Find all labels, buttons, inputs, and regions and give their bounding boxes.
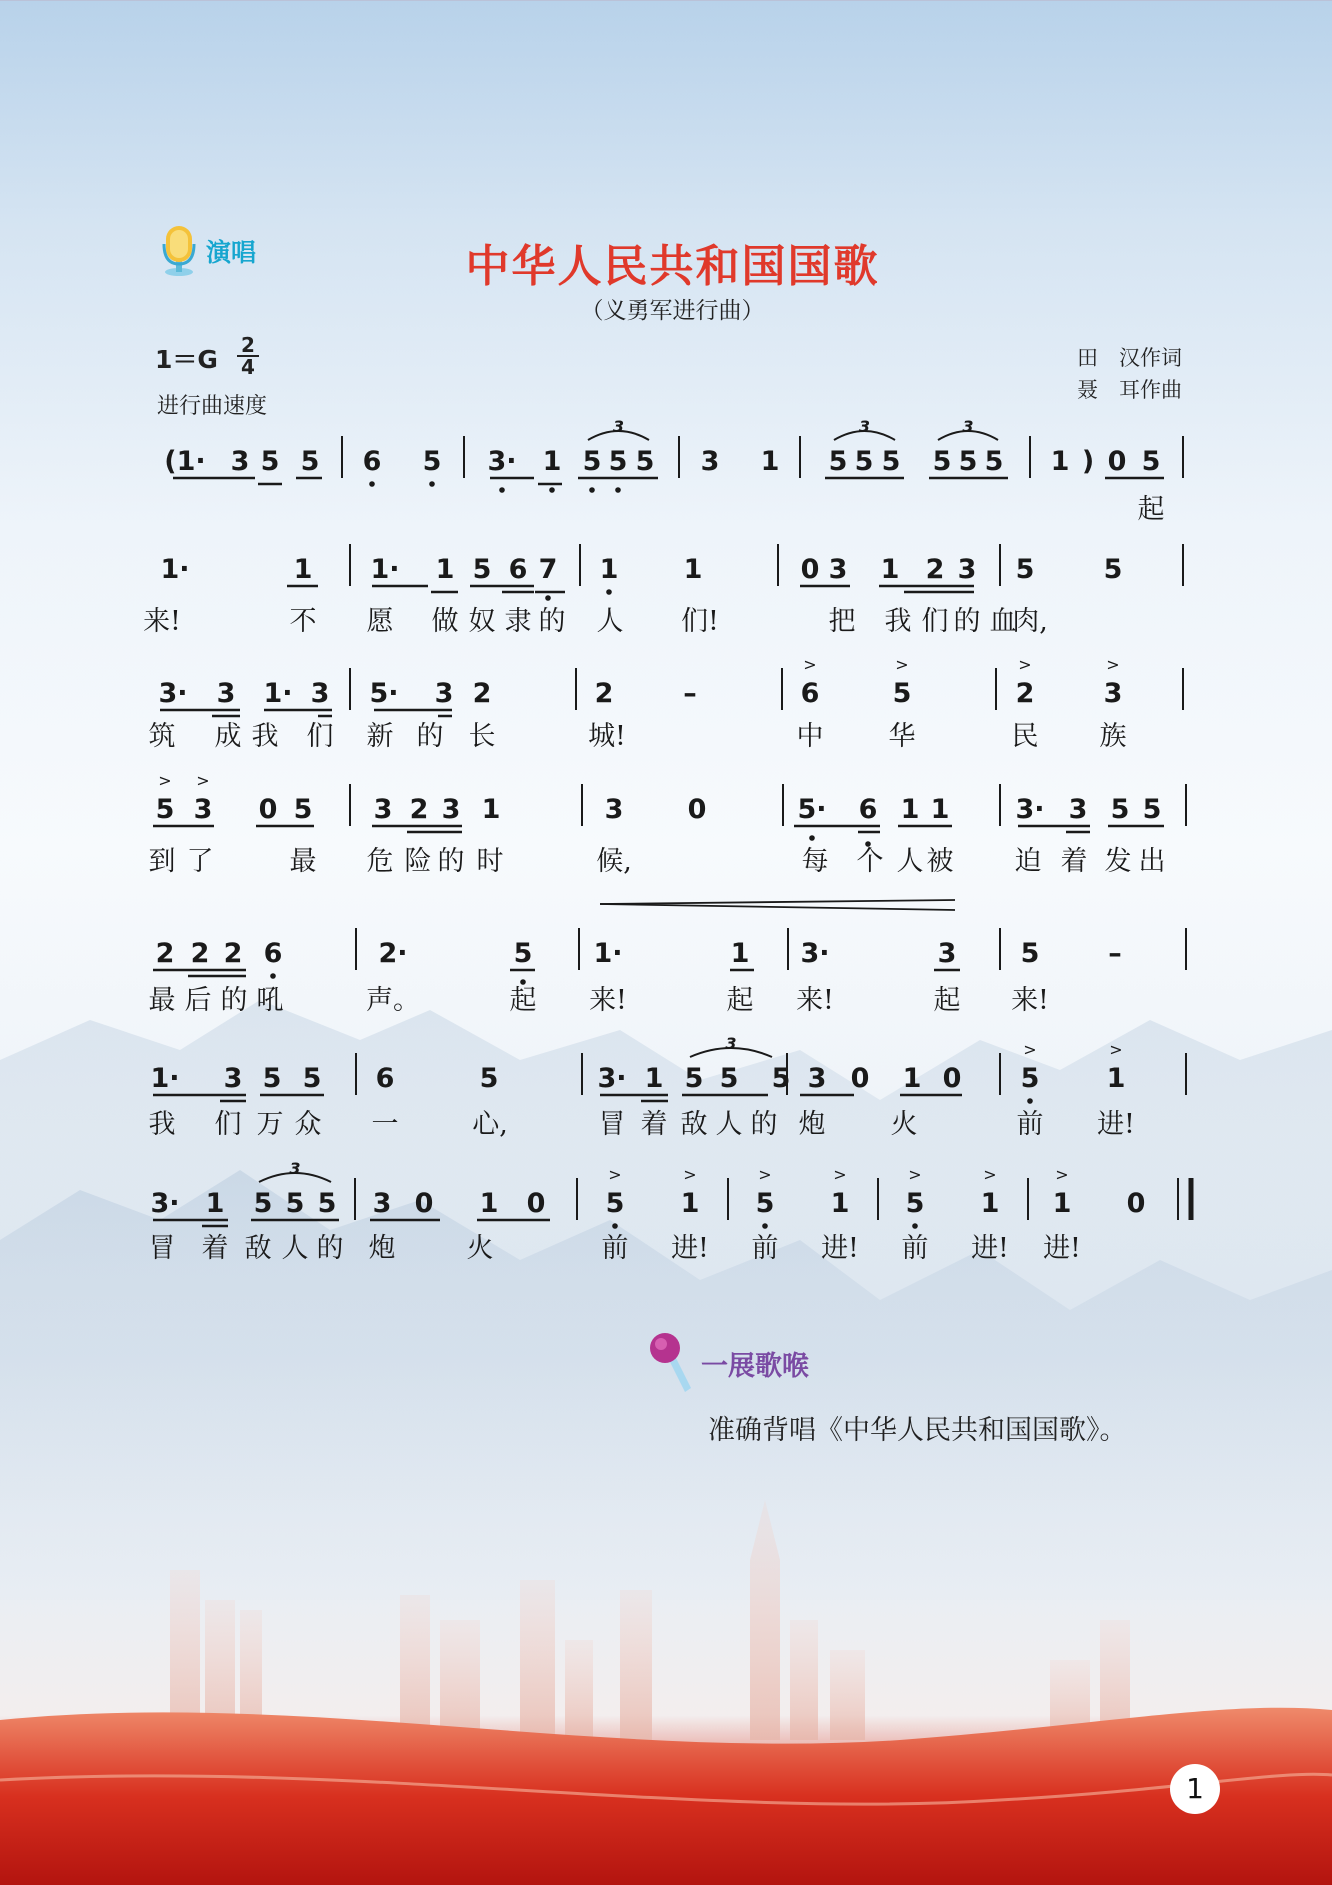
octave-dot-below [589,487,595,493]
note: 2 [223,938,243,969]
time-signature-bottom: 4 [241,355,255,379]
lyric-syllable: 不 [289,606,317,637]
note: – [1108,938,1122,969]
octave-dot-below [809,835,815,841]
lyric-syllable: 人 [715,1109,743,1140]
note: 3 [223,1063,243,1094]
lyric-syllable: 了 [186,846,214,877]
accent-mark: > [196,771,210,790]
lyric-syllable: 冒 [148,1233,176,1264]
note: 3· [1015,794,1045,825]
lyric-syllable: 中 [796,721,824,752]
page-subtitle: （义勇军进行曲） [580,298,765,324]
lyric-syllable: 起 [933,985,961,1016]
lyric-syllable: 们 [214,1109,242,1140]
note: 6 [362,446,382,477]
lyric-syllable: 我 [884,606,912,637]
lyric-syllable: 民 [1011,721,1039,752]
practice-heading-text: 一展歌喉 [701,1350,809,1382]
lyric-syllable: 进! [1043,1233,1081,1264]
lyric-syllable: 炮 [368,1233,396,1264]
note: 1 [293,554,313,585]
note: 5 [285,1188,305,1219]
lyric-syllable: 族 [1099,721,1127,752]
note: 3 [441,794,461,825]
note: 5 [472,554,492,585]
octave-dot-below [499,487,505,493]
lyric-syllable: 人 [596,606,624,637]
octave-dot-below [762,1223,768,1229]
note: 1 [980,1188,1000,1219]
lyric-syllable: 的 [437,846,465,877]
note: 5 [302,1063,322,1094]
lyric-syllable: 的 [750,1109,778,1140]
lyric-syllable: 进! [671,1233,709,1264]
note: 1· [370,554,400,585]
lyric-syllable: 炮 [798,1109,826,1140]
lyric-syllable: 来! [589,985,627,1016]
note: 0 [850,1063,870,1094]
lyric-syllable: 来! [143,606,181,637]
lyric-syllable: 发 [1104,846,1132,877]
lyric-syllable: 起 [509,985,537,1016]
note: 5 [422,446,442,477]
lyric-syllable: 筑 [148,721,176,752]
note: 1 [1052,1188,1072,1219]
accent-mark: > [1018,655,1032,674]
note: 0 [800,554,820,585]
note: 1 [481,794,501,825]
accent-mark: > [983,1165,997,1184]
note: 5 [1142,794,1162,825]
octave-dot-below [270,973,276,979]
lyric-syllable: 着 [1060,846,1088,877]
lyric-syllable: 最 [289,846,317,877]
tempo-marking: 进行曲速度 [157,394,268,419]
lyric-syllable: 前 [901,1233,929,1264]
lyric-syllable: 的 [953,606,981,637]
lyric-syllable: 后 [184,985,212,1016]
lyric-syllable: 到 [148,846,176,877]
note: 1 [880,554,900,585]
lyricist-credit: 田 汉作词 [1077,346,1182,370]
note: 5 [635,446,655,477]
note: 0 [687,794,707,825]
lyric-syllable: 们! [681,606,719,637]
note: 5 [582,446,602,477]
lyric-syllable: 新 [366,721,394,752]
note: 1 [730,938,750,969]
composer-credit: 聂 耳作曲 [1077,378,1182,402]
note: 6 [375,1063,395,1094]
note: 3 [372,1188,392,1219]
note: 3 [700,446,720,477]
section-label-text: 演唱 [206,238,257,267]
note: 5 [253,1188,273,1219]
lyric-syllable: 每 [801,846,829,877]
note: 0 [526,1188,546,1219]
note: 3 [1103,678,1123,709]
lyric-syllable: 血 [989,606,1017,637]
note: 0 [258,794,278,825]
triplet-mark: 3 [858,417,871,436]
note: (1· [164,446,206,477]
red-wave-footer [0,1708,1332,1885]
lyric-syllable: 吼 [256,985,284,1016]
lyric-syllable: 险 [404,846,432,877]
note: 1 [1106,1063,1126,1094]
note: 3· [487,446,517,477]
note: 1 [435,554,455,585]
note: 3 [434,678,454,709]
note: 5 [1015,554,1035,585]
note: ) [1081,446,1095,477]
lyric-syllable: 着 [201,1233,229,1264]
lyric-syllable: 敌 [244,1233,272,1264]
octave-dot-below [429,481,435,487]
note: 5 [932,446,952,477]
triplet-mark: 3 [725,1034,737,1053]
lyric-syllable: 危 [366,846,394,877]
lyric-syllable: 起 [1137,494,1165,525]
lyric-syllable: 做 [431,606,459,637]
accent-mark: > [1109,1040,1123,1059]
lyric-syllable: 时 [476,846,504,877]
note: 0 [942,1063,962,1094]
note: 5 [984,446,1004,477]
note: 5 [155,794,175,825]
note: 3· [800,938,830,969]
note: 1· [150,1063,180,1094]
note: 1 [902,1063,922,1094]
note: 3 [373,794,393,825]
lyric-syllable: 的 [316,1233,344,1264]
accent-mark: > [1023,1040,1037,1059]
note: 5 [300,446,320,477]
note: 0 [414,1188,434,1219]
octave-dot-below [549,487,555,493]
octave-dot-below [606,589,612,595]
accent-mark: > [895,655,909,674]
hairpin-upper [600,900,955,904]
note: 5 [881,446,901,477]
note: 2· [378,938,408,969]
note: 1· [263,678,293,709]
note: 0 [1107,446,1127,477]
karaoke-microphone-icon [645,1330,695,1396]
note: 5 [293,794,313,825]
note: 5 [771,1063,791,1094]
note: 1 [1050,446,1070,477]
lyric-syllable: 进! [821,1233,859,1264]
page-number: 1 [1170,1764,1220,1814]
lyric-syllable: 们 [921,606,949,637]
lyric-syllable: 我 [251,721,279,752]
lyric-syllable: 人 [896,846,924,877]
lyric-syllable: 被 [926,846,954,877]
lyric-syllable: 把 [828,606,856,637]
note: 5 [513,938,533,969]
lyric-syllable: 心, [472,1109,508,1140]
lyric-syllable: 肉, [1012,606,1048,637]
note: 5 [828,446,848,477]
lyric-syllable: 前 [601,1233,629,1264]
octave-dot-below [612,1223,618,1229]
note: 1 [644,1063,664,1094]
lyric-syllable: 们 [306,721,334,752]
note: 3 [807,1063,827,1094]
note: 1 [205,1188,225,1219]
lyric-syllable: 着 [640,1109,668,1140]
note: 5 [854,446,874,477]
note: 5 [1020,1063,1040,1094]
lyric-syllable: 的 [220,985,248,1016]
lyric-syllable: 万 [256,1109,284,1140]
note: 0 [1126,1188,1146,1219]
note: 1· [593,938,623,969]
practice-heading [645,1330,809,1396]
note: 5· [369,678,399,709]
octave-dot-below [520,979,526,985]
octave-dot-below [369,481,375,487]
lyric-syllable: 出 [1138,846,1166,877]
note: 3 [216,678,236,709]
note: 1 [599,554,619,585]
note: 5 [1110,794,1130,825]
note: 6 [858,794,878,825]
note: 5 [905,1188,925,1219]
lyric-syllable: 奴 [468,606,496,637]
note: 5 [1103,554,1123,585]
note: 3 [604,794,624,825]
note: 3· [158,678,188,709]
lyric-syllable: 的 [538,606,566,637]
page-title: 中华人民共和国国歌 [465,241,880,292]
lyric-syllable: 前 [751,1233,779,1264]
triplet-mark: 3 [962,417,974,436]
note: 1 [900,794,920,825]
note: 5 [479,1063,499,1094]
note: 3· [150,1188,180,1219]
lyric-syllable: 冒 [598,1109,626,1140]
lyric-syllable: 一 [371,1109,399,1140]
note: 3 [310,678,330,709]
note: 5 [719,1063,739,1094]
note: 1 [542,446,562,477]
accent-mark: > [833,1165,847,1184]
lyric-syllable: 来! [796,985,834,1016]
octave-dot-below [912,1223,918,1229]
practice-instruction: 准确背唱《中华人民共和国国歌》。 [708,1415,1127,1446]
accent-mark: > [908,1165,922,1184]
note: 1 [830,1188,850,1219]
accent-mark: > [803,655,817,674]
note: 5 [1020,938,1040,969]
octave-dot-below [615,487,621,493]
lyric-syllable: 前 [1016,1109,1044,1140]
note: 5· [797,794,827,825]
lyric-syllable: 愿 [366,606,394,637]
note: – [683,678,697,709]
note: 6 [263,938,283,969]
lyric-syllable: 众 [294,1109,322,1140]
lyric-syllable: 进! [1097,1109,1135,1140]
accent-mark: > [1106,655,1120,674]
note: 5 [1141,446,1161,477]
note: 5 [605,1188,625,1219]
note: 1· [160,554,190,585]
note: 3 [193,794,213,825]
note: 2 [190,938,210,969]
octave-dot-below [1027,1098,1033,1104]
note: 5 [958,446,978,477]
lyric-syllable: 火 [890,1109,918,1140]
accent-mark: > [1055,1165,1069,1184]
lyric-syllable: 来! [1011,985,1049,1016]
note: 2 [472,678,492,709]
octave-dot-below [545,595,551,601]
lyric-syllable: 的 [416,721,444,752]
note: 3 [937,938,957,969]
lyric-syllable: 声。 [366,985,420,1016]
triplet-mark: 3 [612,417,625,436]
lyric-syllable: 个 [856,846,884,877]
key-signature: 1＝G [155,345,218,374]
note: 6 [508,554,528,585]
triplet-mark: 3 [289,1159,301,1178]
lyric-syllable: 我 [148,1109,176,1140]
hairpin-lower [600,904,955,910]
note: 5 [262,1063,282,1094]
note: 1 [680,1188,700,1219]
note: 2 [155,938,175,969]
note: 1 [760,446,780,477]
lyric-syllable: 长 [468,721,496,752]
note: 5 [755,1188,775,1219]
lyric-syllable: 城! [588,721,626,752]
lyric-syllable: 成 [214,721,242,752]
note: 3 [957,554,977,585]
lyric-syllable: 迫 [1014,846,1042,877]
note: 2 [594,678,614,709]
lyric-syllable: 起 [726,985,754,1016]
note: 7 [538,554,558,585]
note: 5 [317,1188,337,1219]
note: 6 [800,678,820,709]
note: 3 [1068,794,1088,825]
accent-mark: > [758,1165,772,1184]
accent-mark: > [608,1165,622,1184]
note: 2 [409,794,429,825]
note: 2 [925,554,945,585]
note: 3 [828,554,848,585]
lyric-syllable: 进! [971,1233,1009,1264]
lyric-syllable: 华 [888,721,916,752]
note: 2 [1015,678,1035,709]
lyric-syllable: 火 [466,1233,494,1264]
time-signature-top: 2 [241,333,255,357]
note: 3· [597,1063,627,1094]
lyric-syllable: 人 [281,1233,309,1264]
accent-mark: > [158,771,172,790]
note: 5 [608,446,628,477]
note: 1 [683,554,703,585]
note: 5 [892,678,912,709]
note: 1 [479,1188,499,1219]
note: 3 [230,446,250,477]
lyric-syllable: 隶 [504,606,532,637]
lyric-syllable: 候, [596,846,632,877]
lyric-syllable: 最 [148,985,176,1016]
note: 5 [260,446,280,477]
note: 1 [930,794,950,825]
lyric-syllable: 敌 [680,1109,708,1140]
note: 5 [684,1063,704,1094]
accent-mark: > [683,1165,697,1184]
